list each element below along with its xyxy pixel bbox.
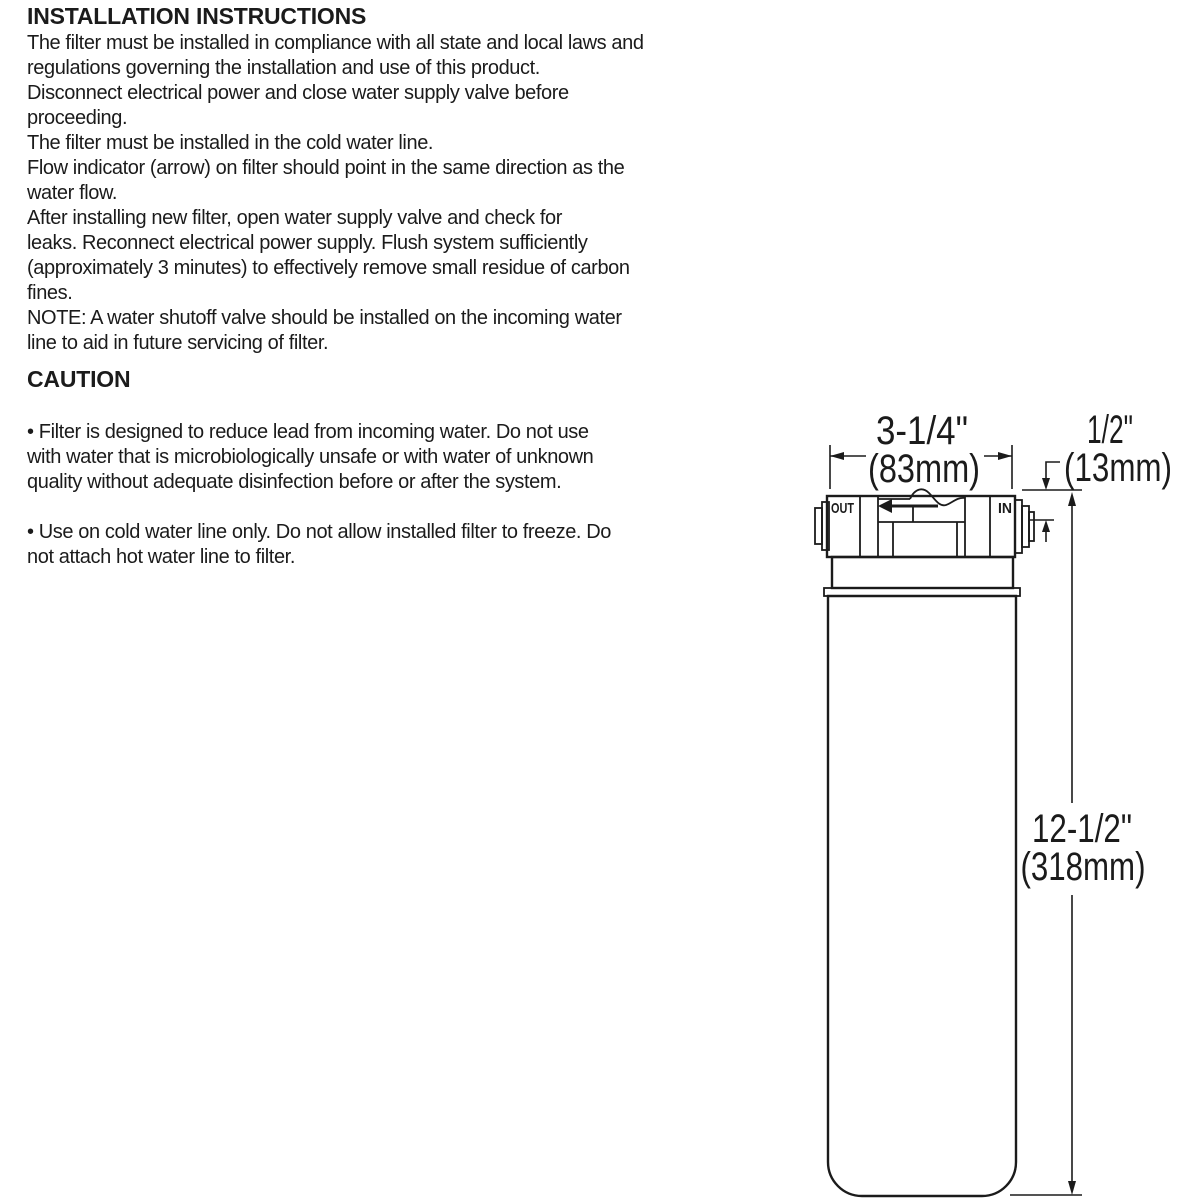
filter-body (828, 596, 1016, 1196)
flow-arrow-icon (878, 499, 938, 513)
text-line: leaks. Reconnect electrical power supply. Flush system sufficiently (27, 232, 588, 254)
text-line: After installing new filter, open water supply valve and check for (27, 207, 563, 229)
caution-bullet-paragraph (27, 520, 611, 570)
text-line: quality without adequate disinfection before or after the system. (27, 471, 562, 493)
body-height-inches-label: 12-1/2" (1032, 807, 1132, 851)
dimension-port-offset (1022, 408, 1172, 542)
text-line: with water that is microbiologically unsafe or with water of unknown (27, 446, 594, 468)
text-line: Disconnect electrical power and close water supply valve before (27, 82, 569, 104)
installation-paragraphs (27, 31, 644, 356)
text-line: (approximately 3 minutes) to effectively remove small residue of carbon (27, 257, 630, 279)
text-line: proceeding. (27, 107, 128, 129)
text-line: • Filter is designed to reduce lead from incoming water. Do not use (27, 421, 589, 443)
text-line: water flow. (27, 182, 118, 204)
port-offset-inches-label: 1/2" (1087, 408, 1133, 452)
filter-ports (815, 500, 1034, 553)
text-line: NOTE: A water shutoff valve should be installed on the incoming water (27, 307, 622, 329)
dimension-body-height (1010, 492, 1146, 1195)
body-height-metric-label: (318mm) (1020, 845, 1146, 889)
text-line: Flow indicator (arrow) on filter should point in the same direction as the (27, 157, 625, 179)
in-port-label: IN (998, 500, 1012, 517)
text-line: not attach hot water line to filter. (27, 546, 295, 568)
text-line: The filter must be installed in compliance with all state and local laws and (27, 32, 644, 54)
text-line: The filter must be installed in the cold water line. (27, 132, 434, 154)
head-width-metric-label: (83mm) (868, 447, 980, 491)
filter-head (824, 489, 1020, 596)
text-line: • Use on cold water line only. Do not allow installed filter to freeze. Do (27, 521, 611, 543)
text-line: regulations governing the installation and use of this product. (27, 57, 540, 79)
text-line: line to aid in future servicing of filter. (27, 332, 329, 354)
port-offset-metric-label: (13mm) (1064, 446, 1172, 490)
head-width-inches-label: 3-1/4" (876, 409, 968, 453)
caution-bullet-paragraph (27, 420, 593, 495)
dimension-head-width (830, 409, 1012, 491)
text-line: fines. (27, 282, 73, 304)
caution-heading: CAUTION (27, 366, 131, 392)
out-port-label: OUT (831, 500, 854, 517)
installation-heading: INSTALLATION INSTRUCTIONS (27, 3, 367, 29)
